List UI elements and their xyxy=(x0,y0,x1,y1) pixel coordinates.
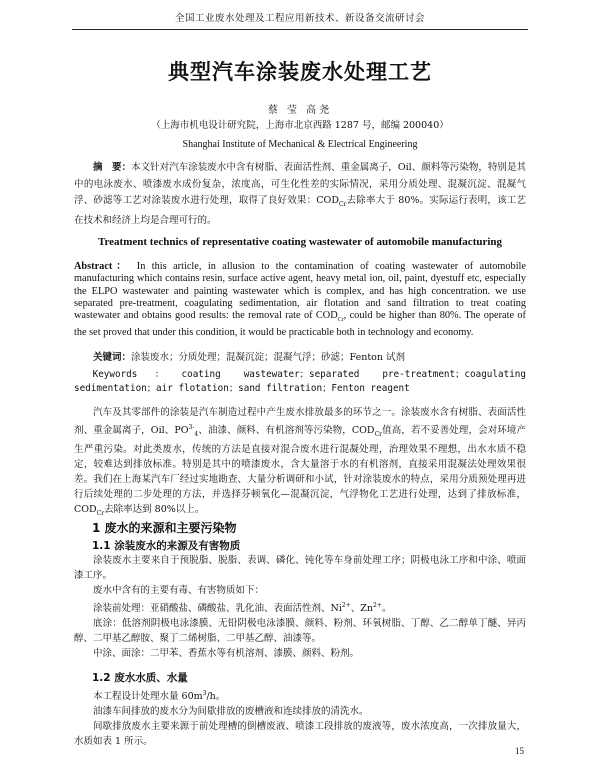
abstract-en-label: Abstract： xyxy=(74,261,131,272)
subsection-heading: 1.1 涂装废水的来源及有害物质 xyxy=(92,540,241,552)
keywords-cn-label: 关键词： xyxy=(93,352,132,363)
keywords-en: Keywords：coating wastewater；separated pre-treatment；coagulating sedimentation；air flotation；sand filtration；Fenton reagent xyxy=(74,369,526,394)
affiliation-cn: （上海市机电设计研究院，上海市北京西路 1287 号，邮编 200040） xyxy=(151,120,449,131)
abstract-cn-sub: Cr xyxy=(338,200,347,208)
keywords-cn xyxy=(74,351,526,365)
p3-sup2: 2+ xyxy=(372,602,382,609)
abstract-en-text-after: , could be higher than 80%. The operate of the set proved that under this condition, it would be practicable both in technology and economy. xyxy=(74,310,526,338)
abstract-en xyxy=(74,261,526,339)
paragraph: 中涂、面涂：二甲苯、香蕉水等有机溶剂、漆膜、颜料、粉剂。 xyxy=(93,648,360,660)
abstract-en-sub: Cr xyxy=(337,317,344,324)
p3-c: 。 xyxy=(381,603,392,615)
p6-sup: 3 xyxy=(202,690,207,697)
paragraph: 间歇排放废水主要来源于前处理槽的倒槽废液、喷漆工段排放的废液等，废水浓度高，一次排放量大，水质如表 1 所示。 xyxy=(74,721,526,748)
paragraph: 油漆车间排放的废水分为间歇排放的废槽液和连续排放的清洗水。 xyxy=(93,706,369,718)
p3-sup1: 2+ xyxy=(341,602,351,609)
p3-a: 涂装前处理：亚硝酸盐、磷酸盐、乳化油、表面活性剂、Ni xyxy=(93,603,342,615)
intro-t3: 值高，若不妥善处理，会对环境产生严重污染。对此类废水，传统的方法是直接对混合废水进行混凝处理，治理效果不理想，出水水质不稳定，较难达到排放标准。特别是其中的喷漆废水，含大量溶于水的有机溶剂，直接采用混凝法处理效果很差。我们在上海某汽车厂经过实地勘查、大量分析调研和小试，针对涂装废水的特点，采用分质预处理再进行后续处理的二步处理的方法，并选择芬顿氧化—混凝沉淀，气浮物化工艺进行处理，达到了排放标准，COD xyxy=(74,425,526,516)
intro-sub3: Cr xyxy=(96,509,105,517)
paragraph xyxy=(74,686,526,704)
affiliation-en: Shanghai Institute of Mechanical & Electrical Engineering xyxy=(182,139,418,150)
intro-t4: 去除率达到 80%以上。 xyxy=(104,504,205,516)
subsection-heading: 1.2 废水水质、水量 xyxy=(92,672,188,684)
p6-a: 本工程设计处理水量 60m xyxy=(93,691,203,703)
abstract-en-text: In this article, in allusion to the contamination of coating wastewater of automobile manufacturing which contains resin, surface active agent, heavy metal ion, oil, paint, dyestuff etc, especially the ELPO wastewater and painting wastewater which is complex, and has high concentration. we use separated pre-treatment, coagulating sedimentation, air flotation and sand filtration to treat coating wastewater and obtains good results: the removal rate of COD xyxy=(74,261,526,322)
page-number: 15 xyxy=(515,746,524,756)
keywords-cn-text: 涂装废水；分质处理；混凝沉淀；混凝气浮；砂滤；Fenton 试剂 xyxy=(131,352,406,363)
section-heading: 1 废水的来源和主要污染物 xyxy=(92,521,237,535)
running-header: 全国工业废水处理及工程应用新技术、新设备交流研讨会 xyxy=(174,13,425,24)
p3-b: 、Zn xyxy=(350,603,373,615)
paper-title: 典型汽车涂装废水处理工艺 xyxy=(168,60,432,84)
p6-b: /h。 xyxy=(206,691,226,703)
abstract-cn-label: 摘 要： xyxy=(93,162,132,173)
intro-sub1: 4 xyxy=(194,431,199,439)
paragraph xyxy=(74,598,526,616)
abstract-cn xyxy=(74,160,526,230)
intro-paragraph xyxy=(74,405,526,521)
subsection-1-1-body xyxy=(74,553,526,661)
paragraph: 涂装废水主要来自于预脱脂、脱脂、表调、磷化、钝化等车身前处理工序；阴极电泳工序和中涂、喷面漆工序。 xyxy=(74,555,526,581)
intro-sup1: 3- xyxy=(188,424,195,431)
subsection-1-2-body xyxy=(74,686,526,749)
header-rule xyxy=(72,29,528,30)
authors: 蔡 莹 高尧 xyxy=(267,105,333,116)
abstract-cn-text-after: 去除率大于 80%。实际运行表明，该工艺在技术和经济上均是合理可行的。 xyxy=(74,195,526,227)
paragraph: 废水中含有的主要有毒、有害物质如下： xyxy=(93,585,265,596)
abstract-cn-text: 本文针对汽车涂装废水中含有树脂、表面活性剂、重金属离子，Oil、颜料等污染物，特别是其中的电泳废水、喷漆废水成份复杂，浓度高，可生化性差的实际情况，采用分质处理、混凝沉淀、混凝气浮、砂滤等工艺对涂装废水进行处理，取得了良好效果：COD xyxy=(74,162,526,206)
intro-t2: 、油漆、颜料、有机溶剂等污染物，COD xyxy=(198,425,375,437)
paragraph: 底涂：低溶剂阴极电泳漆膜、无铅阴极电泳漆膜、颜料、粉剂、环氧树脂、丁醇、乙二醇单丁醚、异丙醇、二甲基乙醇胺、聚丁二烯树脂、二甲基乙醇、油漆等。 xyxy=(74,618,526,645)
intro-sub2: Cr xyxy=(374,431,383,439)
intro-t1: 汽车及其零部件的涂装是汽车制造过程中产生废水排放最多的环节之一。涂装废水含有树脂、表面活性剂、重金属离子，Oil、PO xyxy=(74,407,526,437)
title-en: Treatment technics of representative coating wastewater of automobile manufacturing xyxy=(97,236,503,248)
